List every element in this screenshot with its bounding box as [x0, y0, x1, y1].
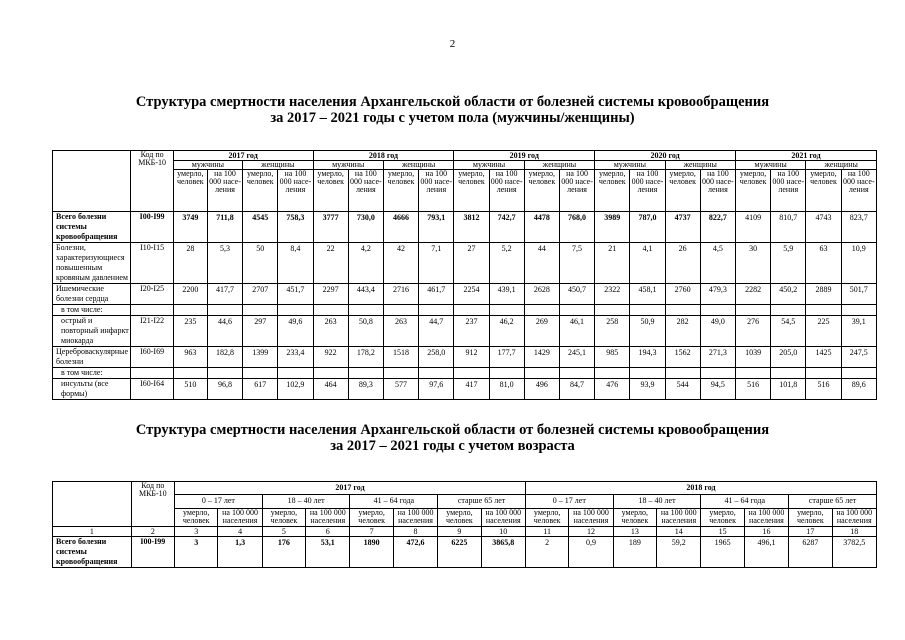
table-cell: 742,7 [489, 212, 524, 243]
per100k-header: на 100 000 насе- ления [630, 170, 665, 212]
table-cell [735, 368, 770, 379]
per100k-header: на 100 000 насе- ления [348, 170, 383, 212]
table-row [53, 368, 877, 379]
header-blank [53, 151, 131, 212]
table-cell: 730,0 [348, 212, 383, 243]
table2-title-line2: за 2017 – 2021 годы с учетом возраста [330, 438, 575, 454]
table-cell: 176 [262, 537, 305, 568]
died-header: умерло, человек [262, 509, 305, 527]
table-row [53, 212, 877, 243]
table-cell: 0,9 [569, 537, 613, 568]
died-header: умерло, человек [701, 509, 744, 527]
table-row [53, 284, 877, 305]
women-header: женщины [665, 161, 735, 170]
table1-title-line1: Структура смертности населения Архангельской области от болезней системы кровообращения [135, 94, 770, 110]
table-cell: 233,4 [278, 347, 313, 368]
table-cell [700, 305, 735, 316]
per100k-header: на 100 000 населения [657, 509, 701, 527]
table-cell: 81,0 [489, 379, 524, 400]
table-cell: 464 [313, 379, 348, 400]
age-group-header: 0 – 17 лет [175, 495, 263, 509]
column-number: 18 [832, 527, 876, 537]
icd-code: I60-I69 [131, 347, 173, 368]
table-cell: 225 [806, 316, 841, 347]
table-cell: 2707 [243, 284, 278, 305]
died-header: умерло, человек [789, 509, 832, 527]
table-cell: 39,1 [841, 316, 876, 347]
table-cell: 476 [595, 379, 630, 400]
table-cell: 461,7 [419, 284, 454, 305]
table-cell [630, 368, 665, 379]
table-cell: 44,7 [419, 316, 454, 347]
per100k-header: на 100 000 населения [306, 509, 350, 527]
table-cell: 450,7 [559, 284, 594, 305]
per100k-header: на 100 000 насе- ления [559, 170, 594, 212]
table-row [53, 243, 877, 284]
table-cell [454, 368, 489, 379]
table-cell [841, 368, 876, 379]
table-cell: 501,7 [841, 284, 876, 305]
table-cell: 194,3 [630, 347, 665, 368]
table-cell [489, 305, 524, 316]
table-cell [173, 305, 207, 316]
table-cell: 3782,5 [832, 537, 876, 568]
per100k-header: на 100 000 насе- ления [841, 170, 876, 212]
column-number: 5 [262, 527, 305, 537]
died-header: умерло, человек [313, 170, 348, 212]
column-number: 13 [613, 527, 656, 537]
table-cell [383, 305, 418, 316]
table-cell: 922 [313, 347, 348, 368]
per100k-header: на 100 000 населения [832, 509, 876, 527]
table-cell [806, 368, 841, 379]
row-label: Цереброваскулярные болезни [53, 347, 131, 368]
table-cell: 2628 [524, 284, 559, 305]
code-header: Код по МКБ-10 [131, 482, 174, 527]
table-cell [735, 305, 770, 316]
per100k-header: на 100 000 населения [569, 509, 613, 527]
men-header: мужчины [173, 161, 242, 170]
table-row [53, 316, 877, 347]
table-cell: 63 [806, 243, 841, 284]
year-header: 2020 год [595, 151, 736, 161]
table-cell: 2297 [313, 284, 348, 305]
table-cell [665, 368, 700, 379]
column-number: 11 [525, 527, 568, 537]
table-row [53, 537, 877, 568]
table-cell: 4,5 [700, 243, 735, 284]
table-cell: 49,6 [278, 316, 313, 347]
icd-code: I10-I15 [131, 243, 173, 284]
year-header: 2018 год [525, 482, 876, 495]
year-header: 2017 год [175, 482, 526, 495]
died-header: умерло, человек [454, 170, 489, 212]
died-header: умерло, человек [806, 170, 841, 212]
table-cell: 263 [383, 316, 418, 347]
table-cell: 963 [173, 347, 207, 368]
column-number: 16 [744, 527, 788, 537]
row-label: в том числе: [53, 305, 131, 316]
row-label: инсульты (все формы) [53, 379, 131, 400]
table-cell [348, 305, 383, 316]
row-label: Всего болезни системы кровообращения [53, 537, 132, 568]
table-cell: 189 [613, 537, 656, 568]
women-header: женщины [383, 161, 453, 170]
table-cell: 822,7 [700, 212, 735, 243]
table-cell: 1399 [243, 347, 278, 368]
table-cell: 10,9 [841, 243, 876, 284]
icd-code: I00-I99 [131, 537, 174, 568]
table-cell: 4,2 [348, 243, 383, 284]
table-cell: 479,3 [700, 284, 735, 305]
table-cell: 1562 [665, 347, 700, 368]
died-header: умерло, человек [524, 170, 559, 212]
table-cell: 4545 [243, 212, 278, 243]
table-cell: 101,8 [771, 379, 806, 400]
per100k-header: на 100 000 насе- ления [700, 170, 735, 212]
table-cell: 5,3 [207, 243, 242, 284]
table-cell: 96,8 [207, 379, 242, 400]
table1-title-line2: за 2017 – 2021 годы с учетом пола (мужчины/женщины) [270, 110, 635, 126]
table-cell: 912 [454, 347, 489, 368]
table-cell [841, 305, 876, 316]
table-cell [700, 368, 735, 379]
table-cell: 235 [173, 316, 207, 347]
table-cell: 6225 [438, 537, 481, 568]
table-cell: 1,3 [218, 537, 262, 568]
age-group-header: старше 65 лет [789, 495, 877, 509]
table-cell: 46,2 [489, 316, 524, 347]
table-cell: 258 [595, 316, 630, 347]
column-number: 8 [393, 527, 437, 537]
table-cell: 1890 [350, 537, 393, 568]
table-cell: 94,5 [700, 379, 735, 400]
row-label: Всего болезни системы кровообращения [53, 212, 131, 243]
per100k-header: на 100 000 насе- ления [489, 170, 524, 212]
table-cell: 4666 [383, 212, 418, 243]
table-cell: 28 [173, 243, 207, 284]
table-cell: 22 [313, 243, 348, 284]
table-cell [559, 305, 594, 316]
table-cell: 237 [454, 316, 489, 347]
column-number: 3 [175, 527, 218, 537]
table-cell: 768,0 [559, 212, 594, 243]
table-cell: 2282 [735, 284, 770, 305]
died-header: умерло, человек [173, 170, 207, 212]
table-cell: 617 [243, 379, 278, 400]
table-cell: 417,7 [207, 284, 242, 305]
table-cell: 182,8 [207, 347, 242, 368]
table-cell [595, 305, 630, 316]
icd-code: I60-I64 [131, 379, 173, 400]
table-cell: 263 [313, 316, 348, 347]
table-cell: 1965 [701, 537, 744, 568]
table-row [53, 379, 877, 400]
icd-code: I21-I22 [131, 316, 173, 347]
table-cell: 2760 [665, 284, 700, 305]
table-cell: 516 [735, 379, 770, 400]
table-cell [207, 368, 242, 379]
table-cell: 711,8 [207, 212, 242, 243]
table2-title [0, 422, 905, 454]
table-cell: 93,9 [630, 379, 665, 400]
table-cell [313, 305, 348, 316]
died-header: умерло, человек [525, 509, 568, 527]
column-number: 6 [306, 527, 350, 537]
table-cell: 810,7 [771, 212, 806, 243]
table-cell: 97,6 [419, 379, 454, 400]
icd-code: I20-I25 [131, 284, 173, 305]
table-cell: 50,8 [348, 316, 383, 347]
table-cell: 3777 [313, 212, 348, 243]
table-cell: 758,3 [278, 212, 313, 243]
table-cell: 4,1 [630, 243, 665, 284]
per100k-header: на 100 000 насе- ления [419, 170, 454, 212]
table-cell: 450,2 [771, 284, 806, 305]
column-number: 12 [569, 527, 613, 537]
table-cell: 451,7 [278, 284, 313, 305]
table-cell: 2200 [173, 284, 207, 305]
table-cell: 544 [665, 379, 700, 400]
table-cell [313, 368, 348, 379]
men-header: мужчины [735, 161, 805, 170]
age-group-header: 41 – 64 года [701, 495, 789, 509]
table-cell: 458,1 [630, 284, 665, 305]
table-cell: 8,4 [278, 243, 313, 284]
table-cell: 4109 [735, 212, 770, 243]
year-header: 2018 год [313, 151, 454, 161]
column-number: 4 [218, 527, 262, 537]
table-cell: 1039 [735, 347, 770, 368]
table-cell [383, 368, 418, 379]
per100k-header: на 100 000 населения [481, 509, 525, 527]
table-cell [243, 368, 278, 379]
table-cell: 49,0 [700, 316, 735, 347]
table-cell [278, 368, 313, 379]
died-header: умерло, человек [175, 509, 218, 527]
table-cell: 1518 [383, 347, 418, 368]
table-row [53, 305, 877, 316]
table-cell: 50,9 [630, 316, 665, 347]
table-cell: 3812 [454, 212, 489, 243]
table-cell [207, 305, 242, 316]
women-header: женщины [806, 161, 877, 170]
table-cell [630, 305, 665, 316]
table-cell: 269 [524, 316, 559, 347]
row-label: острый и повторный инфаркт миокарда [53, 316, 131, 347]
women-header: женщины [243, 161, 313, 170]
table-cell: 30 [735, 243, 770, 284]
table1-title [0, 94, 905, 126]
table-cell: 443,4 [348, 284, 383, 305]
table2-title-line1: Структура смертности населения Архангельской области от болезней системы кровообращения [135, 422, 770, 438]
per100k-header: на 100 000 насе- ления [771, 170, 806, 212]
table-cell: 205,0 [771, 347, 806, 368]
table-cell: 84,7 [559, 379, 594, 400]
icd-code [131, 305, 173, 316]
table-cell: 4737 [665, 212, 700, 243]
table-cell: 417 [454, 379, 489, 400]
row-label: в том числе: [53, 368, 131, 379]
per100k-header: на 100 000 населения [218, 509, 262, 527]
table-cell: 50 [243, 243, 278, 284]
column-number: 7 [350, 527, 393, 537]
per100k-header: на 100 000 населения [744, 509, 788, 527]
age-group-header: старше 65 лет [438, 495, 526, 509]
table-cell: 102,9 [278, 379, 313, 400]
table-cell [524, 368, 559, 379]
men-header: мужчины [454, 161, 524, 170]
year-header: 2019 год [454, 151, 595, 161]
table-cell [173, 368, 207, 379]
table-cell: 42 [383, 243, 418, 284]
icd-code: I00-I99 [131, 212, 173, 243]
table-cell: 297 [243, 316, 278, 347]
table-cell: 496,1 [744, 537, 788, 568]
table-cell: 510 [173, 379, 207, 400]
table-cell [243, 305, 278, 316]
table-cell [489, 368, 524, 379]
column-number: 1 [53, 527, 132, 537]
table-cell: 2716 [383, 284, 418, 305]
died-header: умерло, человек [383, 170, 418, 212]
table-cell: 1425 [806, 347, 841, 368]
row-label: Ишемические болезни сердца [53, 284, 131, 305]
died-header: умерло, человек [595, 170, 630, 212]
table-cell: 271,3 [700, 347, 735, 368]
table-cell: 89,6 [841, 379, 876, 400]
table-cell [278, 305, 313, 316]
header-blank [53, 482, 132, 527]
died-header: умерло, человек [613, 509, 656, 527]
table-cell [665, 305, 700, 316]
table-cell: 787,0 [630, 212, 665, 243]
table-cell: 5,9 [771, 243, 806, 284]
table-cell: 472,6 [393, 537, 437, 568]
men-header: мужчины [313, 161, 383, 170]
column-number: 10 [481, 527, 525, 537]
age-group-header: 41 – 64 года [350, 495, 438, 509]
age-group-header: 18 – 40 лет [613, 495, 701, 509]
table-cell: 2254 [454, 284, 489, 305]
table-cell: 282 [665, 316, 700, 347]
table-cell: 245,1 [559, 347, 594, 368]
age-group-header: 0 – 17 лет [525, 495, 613, 509]
died-header: умерло, человек [735, 170, 770, 212]
table-cell: 46,1 [559, 316, 594, 347]
table-cell: 44 [524, 243, 559, 284]
table-cell: 7,5 [559, 243, 594, 284]
table-cell: 26 [665, 243, 700, 284]
table-cell: 2322 [595, 284, 630, 305]
table-cell [806, 305, 841, 316]
table-cell: 54,5 [771, 316, 806, 347]
table-cell: 21 [595, 243, 630, 284]
table-cell: 1429 [524, 347, 559, 368]
column-number: 2 [131, 527, 174, 537]
table-cell [771, 368, 806, 379]
per100k-header: на 100 000 насе- ления [278, 170, 313, 212]
table-cell: 5,2 [489, 243, 524, 284]
icd-code [131, 368, 173, 379]
gender-mortality-table [52, 150, 877, 400]
table-cell [559, 368, 594, 379]
table-cell: 4478 [524, 212, 559, 243]
table-cell: 59,2 [657, 537, 701, 568]
age-group-header: 18 – 40 лет [262, 495, 350, 509]
died-header: умерло, человек [243, 170, 278, 212]
table-cell: 177,7 [489, 347, 524, 368]
table-cell: 2889 [806, 284, 841, 305]
table-cell: 823,7 [841, 212, 876, 243]
table-cell: 3 [175, 537, 218, 568]
table-cell: 2 [525, 537, 568, 568]
table-cell: 53,1 [306, 537, 350, 568]
table-cell: 496 [524, 379, 559, 400]
table-cell: 6287 [789, 537, 832, 568]
table-cell [595, 368, 630, 379]
table-cell: 516 [806, 379, 841, 400]
table-row [53, 347, 877, 368]
table-cell [771, 305, 806, 316]
column-number: 15 [701, 527, 744, 537]
per100k-header: на 100 000 населения [393, 509, 437, 527]
table-cell: 44,6 [207, 316, 242, 347]
women-header: женщины [524, 161, 594, 170]
men-header: мужчины [595, 161, 665, 170]
table-cell: 247,5 [841, 347, 876, 368]
table-cell: 178,2 [348, 347, 383, 368]
page-number: 2 [449, 38, 456, 50]
table-cell: 89,3 [348, 379, 383, 400]
table-cell [419, 305, 454, 316]
table-cell: 276 [735, 316, 770, 347]
table-cell [348, 368, 383, 379]
table-cell [419, 368, 454, 379]
died-header: умерло, человек [350, 509, 393, 527]
table-cell: 4743 [806, 212, 841, 243]
table-cell: 577 [383, 379, 418, 400]
died-header: умерло, человек [438, 509, 481, 527]
table-cell: 985 [595, 347, 630, 368]
table-cell [524, 305, 559, 316]
table-cell: 3989 [595, 212, 630, 243]
code-header: Код по МКБ-10 [131, 151, 173, 212]
table-cell: 258,0 [419, 347, 454, 368]
column-number: 14 [657, 527, 701, 537]
column-number: 9 [438, 527, 481, 537]
age-mortality-table [52, 481, 877, 568]
table-cell: 3749 [173, 212, 207, 243]
table-cell: 3865,8 [481, 537, 525, 568]
row-label: Болезни, характеризующиеся повышенным кровяным давлением [53, 243, 131, 284]
table-cell: 7,1 [419, 243, 454, 284]
column-number: 17 [789, 527, 832, 537]
year-header: 2017 год [173, 151, 313, 161]
table-cell: 793,1 [419, 212, 454, 243]
table-cell: 439,1 [489, 284, 524, 305]
per100k-header: на 100 000 насе- ления [207, 170, 242, 212]
died-header: умерло, человек [665, 170, 700, 212]
table-cell: 27 [454, 243, 489, 284]
table-cell [454, 305, 489, 316]
year-header: 2021 год [735, 151, 876, 161]
